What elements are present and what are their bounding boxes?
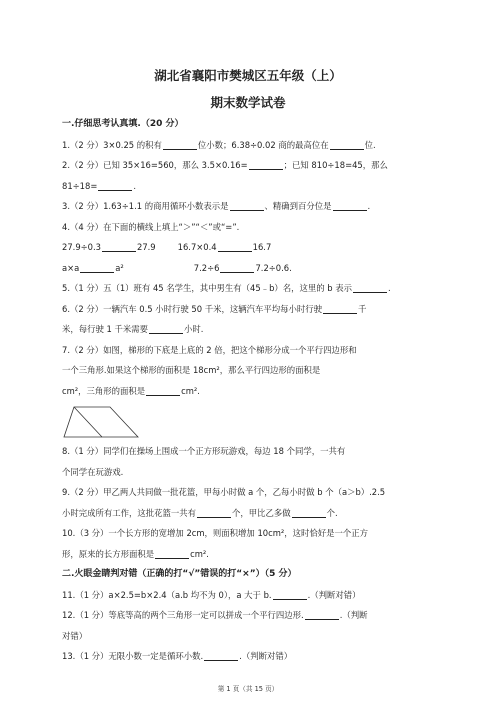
answer-blank[interactable] <box>323 302 357 314</box>
answer-blank[interactable] <box>146 384 180 396</box>
question-4-row-1 <box>62 237 424 258</box>
q4-row1-c: 16.7×0.4 <box>177 242 217 252</box>
question-9: 9.（2 分）甲乙两人共同做一批花篮，甲每小时做 a 个，乙每小时做 b 个（a＞b）.2.5 <box>62 487 386 497</box>
dividing-line <box>74 407 102 437</box>
question-12-cont: 对错） <box>62 630 88 641</box>
question-13 <box>62 646 424 667</box>
answer-blank[interactable] <box>249 158 283 170</box>
section-1-heading: 一.仔细思考认真填.（20 分） <box>62 119 184 129</box>
q2-text-a: 2.（2 分）已知 35×16=560，那么 3.5×0.16= <box>62 160 248 170</box>
answer-blank[interactable] <box>102 240 136 252</box>
q4-row2-d: 7.2÷0.6. <box>255 262 292 273</box>
answer-blank[interactable] <box>230 199 264 211</box>
q2-text-c: 81÷18= <box>62 180 98 191</box>
answer-blank[interactable] <box>353 281 387 293</box>
question-8: 8.（1 分）同学们在操场上围成一个正方形玩游戏，每边 18 个同学，一共有 <box>62 446 346 456</box>
section-2-heading: 二.火眼金睛判对错（正确的打“√”错误的打“×”）（5 分） <box>62 569 297 579</box>
answer-blank[interactable] <box>273 588 307 600</box>
question-12 <box>62 605 424 626</box>
q11-text-b: .（判断对错） <box>307 589 361 600</box>
q6-text-c: 米，每行驶 1 千米需要 <box>62 324 149 334</box>
q12-text-b: .（判断 <box>339 610 368 620</box>
answer-blank[interactable] <box>330 138 364 150</box>
question-2 <box>62 155 424 176</box>
q1-text-c: 位. <box>364 139 376 150</box>
q4-row1-b: 27.9 <box>136 242 156 252</box>
q7-text-c: cm²，三角形的面积是 <box>62 385 146 396</box>
q4-row1-a: 27.9÷0.3 <box>62 242 101 252</box>
question-7: 7.（2 分）如图，梯形的下底是上底的 2 倍，把这个梯形分成一个平行四边形和 <box>62 344 357 355</box>
q12-text-a: 12.（1 分）等底等高的两个三角形一定可以拼成一个平行四边形. <box>62 610 304 620</box>
question-6-cont <box>62 319 424 340</box>
question-4: 4.（4 分）在下面的横线上填上“＞”“＜”或“=”. <box>62 221 240 232</box>
answer-blank[interactable] <box>204 649 238 661</box>
answer-blank[interactable] <box>218 240 252 252</box>
q9-text-d: 个. <box>326 507 338 518</box>
page-title: 湖北省襄阳市樊城区五年级（上） <box>154 68 342 83</box>
question-7-cont-2 <box>62 381 424 402</box>
answer-blank[interactable] <box>149 322 183 334</box>
answer-blank[interactable] <box>80 261 114 273</box>
question-7-cont-1: 一个三角形.如果这个梯形的面积是 18cm²，那么平行四边形的面积是 <box>62 365 321 375</box>
question-8-cont: 个同学在玩游戏. <box>62 466 124 477</box>
answer-blank[interactable] <box>333 199 367 211</box>
trapezoid-figure <box>62 401 424 441</box>
q2-text-d: . <box>133 180 137 191</box>
question-10-cont <box>62 544 424 565</box>
q11-text-a: 11.（1 分）a×2.5=b×2.4（a.b 均不为 0），a 大于 b. <box>62 589 272 600</box>
answer-blank[interactable] <box>220 261 254 273</box>
question-4-row-2 <box>62 258 424 279</box>
question-10: 10.（3 分）一个长方形的宽增加 2cm，则面积增加 10cm²，这时恰好是一个正方 <box>62 528 369 538</box>
question-3 <box>62 196 424 217</box>
page-subtitle: 期末数学试卷 <box>210 95 286 110</box>
q9-text-c: 个，甲比乙多做 <box>232 507 291 518</box>
answer-blank[interactable] <box>292 506 326 518</box>
trapezoid-outline <box>64 407 138 437</box>
q4-row2-b: a² <box>115 262 124 273</box>
question-6 <box>62 299 424 320</box>
question-2-cont <box>62 176 424 197</box>
q3-text-b: 、精确到百分位是 <box>264 201 332 211</box>
answer-blank[interactable] <box>163 138 197 150</box>
q4-row2-a: a×a <box>62 262 80 273</box>
q6-text-b: 千 <box>357 303 367 314</box>
answer-blank[interactable] <box>155 547 189 559</box>
q10-text-c: cm². <box>190 548 209 559</box>
q5-text-b: . <box>388 283 391 293</box>
q4-row2-c: 7.2÷6 <box>193 262 220 273</box>
answer-blank[interactable] <box>98 179 132 191</box>
question-11 <box>62 585 424 606</box>
q1-text-b: 位小数；6.38÷0.02 商的最高位在 <box>197 139 329 150</box>
page-footer: 第 1 页（共 15 页） <box>217 685 279 693</box>
q13-text-b: .（判断对错） <box>239 651 293 661</box>
question-5 <box>62 278 424 299</box>
q9-text-b: 小时完成所有工作，这批花篮一共有 <box>62 507 196 518</box>
q3-text-a: 3.（2 分）1.63÷1.1 的商用循环小数表示是 <box>62 201 229 211</box>
trapezoid-diagram <box>62 401 142 441</box>
answer-blank[interactable] <box>305 608 339 620</box>
q6-text-d: 小时. <box>184 324 204 334</box>
q1-text-a: 1.（2 分）3×0.25 的积有 <box>62 139 162 150</box>
q13-text-a: 13.（1 分）无限小数一定是循环小数. <box>62 651 204 661</box>
q10-text-b: 形，原来的长方形面积是 <box>62 548 155 559</box>
q6-text-a: 6.（2 分）一辆汽车 0.5 小时行驶 50 千米，这辆汽车平均每小时行驶 <box>62 303 322 314</box>
answer-blank[interactable] <box>197 506 231 518</box>
q5-text-a: 5.（1 分）五（1）班有 45 名学生，其中男生有（45﹣b）名，这里的 b 表示 <box>62 283 353 293</box>
question-1 <box>62 135 424 156</box>
q4-row1-d: 16.7 <box>252 242 272 252</box>
q7-text-d: cm². <box>181 385 200 396</box>
q3-text-c: . <box>367 201 371 211</box>
exam-content <box>62 114 424 667</box>
q2-text-b: ；已知 810÷18=45，那么 <box>283 160 388 170</box>
question-9-cont <box>62 503 424 524</box>
